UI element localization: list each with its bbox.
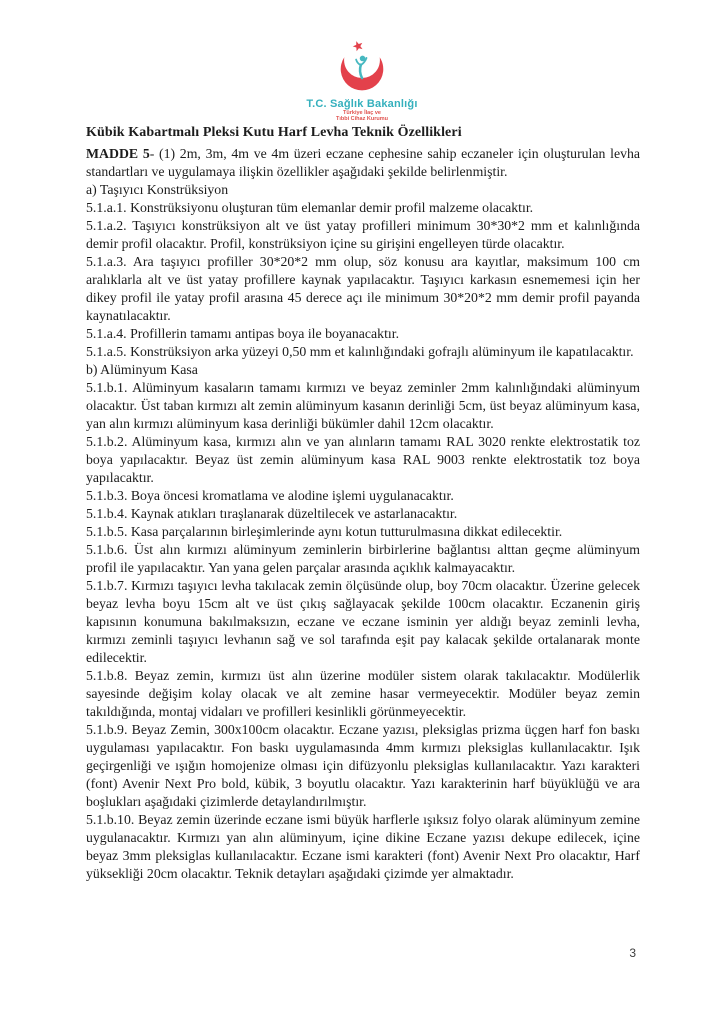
paragraph-text: 5.1.a.1. Konstrüksiyonu oluşturan tüm elemanlar demir profil malzeme olacaktır. <box>86 200 534 215</box>
section-heading-b <box>86 361 640 379</box>
paragraph-text: 5.1.b.8. Beyaz zemin, kırmızı üst alın üzerine modüler sistem olarak takılacaktır. Modülerlik sayesinde değişim kolay olacak ve alt zemine hasar vermeyecektir. Modüler beyaz zemin takıldığında, montaj vidaları ve profilleri kesinlikli görünmeyecektir. <box>86 668 640 719</box>
paragraph-text: b) Alüminyum Kasa <box>86 362 198 377</box>
paragraph-text: 5.1.a.4. Profillerin tamamı antipas boya ile boyanacaktır. <box>86 326 400 341</box>
paragraph-text: 5.1.b.7. Kırmızı taşıyıcı levha takılacak zemin ölçüsünde olup, boy 70cm olacaktır. Üzerine gelecek beyaz levha boyu 15cm alt ve üst çıkış sağlayacak şekilde 100cm olacaktır. Eczanenin giriş kapısının konumuna bakılmaksızın, eczane ve eczane isminin yer aldığı beyaz zeminli levha, kırmızı zeminli taşıyıcı levhanın sağ ve sol tarafında eşit pay kalacak şekilde ortalanarak monte edilecektir. <box>86 578 640 665</box>
paragraph-text: 5.1.b.3. Boya öncesi kromatlama ve alodine işlemi uygulanacaktır. <box>86 488 454 503</box>
paragraph-text: 5.1.b.5. Kasa parçalarının birleşimlerinde aynı kotun tutturulmasına dikkat edilecektir. <box>86 524 563 539</box>
paragraph-5-1-a-5 <box>86 343 640 361</box>
document-body <box>86 124 640 883</box>
logo-sub-line2: Tıbbi Cihaz Kurumu <box>336 115 388 122</box>
paragraph-text: 5.1.a.2. Taşıyıcı konstrüksiyon alt ve üst yatay profilleri minimum 30*30*2 mm et kalınlığında demir profil olacaktır. Profil, konstrüksiyon içine su girişini engelleyen türde olacaktır. <box>86 218 640 251</box>
page-title: Kübik Kabartmalı Pleksi Kutu Harf Levha Teknik Özellikleri <box>86 125 462 140</box>
paragraph-5-1-b-9 <box>86 721 640 811</box>
crescent-icon <box>341 57 384 90</box>
paragraph-5-1-a-4 <box>86 325 640 343</box>
ministry-logo <box>0 0 724 122</box>
paragraph-5-1-b-6 <box>86 541 640 577</box>
paragraph-text: 5.1.a.5. Konstrüksiyon arka yüzeyi 0,50 mm et kalınlığındaki gofrajlı alüminyum ile kapatılacaktır. <box>86 344 634 359</box>
paragraph-5-1-a-3 <box>86 253 640 325</box>
logo-sub-title <box>0 111 724 122</box>
paragraph-5-1-a-2 <box>86 217 640 253</box>
figure-icon <box>356 56 366 78</box>
paragraph-text: a) Taşıyıcı Konstrüksiyon <box>86 182 229 197</box>
paragraph-5-1-a-1 <box>86 199 640 217</box>
paragraph-madde-5 <box>86 145 640 181</box>
paragraph-bold-prefix: MADDE 5 <box>86 146 150 161</box>
section-heading-a <box>86 181 640 199</box>
paragraph-text: 5.1.b.6. Üst alın kırmızı alüminyum zeminlerin birbirlerine bağlantısı alttan geçme alüminyum profil ile yapılacaktır. Yan yana gelen parçalar arasında açıklık kalmayacaktır. <box>86 542 640 575</box>
star-icon <box>353 41 363 51</box>
logo-org-name: T.C. Sağlık Bakanlığı <box>306 98 418 110</box>
ministry-emblem-icon <box>333 40 391 96</box>
paragraph-text: 5.1.b.1. Alüminyum kasaların tamamı kırmızı ve beyaz zeminler 2mm kalınlığındaki alüminyum olacaktır. Üst taban kırmızı alt zemin alüminyum kasanın derinliği 5cm, üst beyaz alüminyum kasa, yan alın kırmızı alüminyum kasa derinliği bükümler dahil 12cm olacaktır. <box>86 380 640 431</box>
paragraph-5-1-b-5 <box>86 523 640 541</box>
paragraph-5-1-b-7 <box>86 577 640 667</box>
paragraph-5-1-b-3 <box>86 487 640 505</box>
page-number: 3 <box>629 946 636 960</box>
paragraph-text: 5.1.b.10. Beyaz zemin üzerinde eczane ismi büyük harflerle ışıksız folyo olarak alüminyum zemine uygulanacaktır. Kırmızı yan alın alüminyum, içine dikine Eczane yazısı dekupe edilecek, içine beyaz 3mm pleksiglas kullanılacaktır. Eczane ismi karakteri (font) Avenir Next Pro olacaktır, Harf yüksekliği 20cm olacaktır. Teknik detayları aşağıdaki çizimde yer almaktadır. <box>86 812 640 881</box>
logo-sub-line1: Türkiye İlaç ve <box>343 110 381 116</box>
paragraph-text: 5.1.a.3. Ara taşıyıcı profiller 30*20*2 mm olup, söz konusu ara kayıtlar, maksimum 100 cm aralıklarla alt ve üst yatay profillere kaynak yapılacaktır. Taşıyıcı karkasın esnememesi için her dikey profil ile yatay profil arasına 45 derece açı ile minimum 30*20*2 mm demir profil payanda kaynatılacaktır. <box>86 254 640 323</box>
paragraph-5-1-b-4 <box>86 505 640 523</box>
paragraph-text: 5.1.b.2. Alüminyum kasa, kırmızı alın ve yan alınların tamamı RAL 3020 renkte elektrostatik toz boya yapılacaktır. Beyaz üst zemin alüminyum kasa RAL 9003 renkte elektrostatik toz boya yapılacaktır. <box>86 434 640 485</box>
paragraph-text: 5.1.b.9. Beyaz Zemin, 300x100cm olacaktır. Eczane yazısı, pleksiglas prizma üçgen harf fon baskı uygulaması yapılacaktır. Fon baskı uygulamasında 4mm kırmızı pleksiglas kullanılacaktır. Işık geçirgenliği ve ışığın homojenize olması için difüzyonlu pleksiglas kullanılacaktır. Yazı karakteri (font) Avenir Next Pro bold, kübik, 3 boyutlu olacaktır. Yazı karakterinin harf büyüklüğü ve ara boşlukları aşağıdaki çizimlerde detaylandırılmıştır. <box>86 722 640 809</box>
paragraph-text: 5.1.b.4. Kaynak atıkları tıraşlanarak düzeltilecek ve astarlanacaktır. <box>86 506 458 521</box>
paragraph-5-1-b-10 <box>86 811 640 883</box>
paragraph-5-1-b-1 <box>86 379 640 433</box>
paragraph-5-1-b-8 <box>86 667 640 721</box>
paragraph-text: - (1) 2m, 3m, 4m ve 4m üzeri eczane cephesine sahip eczaneler için oluşturulan levha standartları ve uygulamaya ilişkin özellikler aşağıdaki şekilde belirlenmiştir. <box>86 146 640 179</box>
paragraph-5-1-b-2 <box>86 433 640 487</box>
